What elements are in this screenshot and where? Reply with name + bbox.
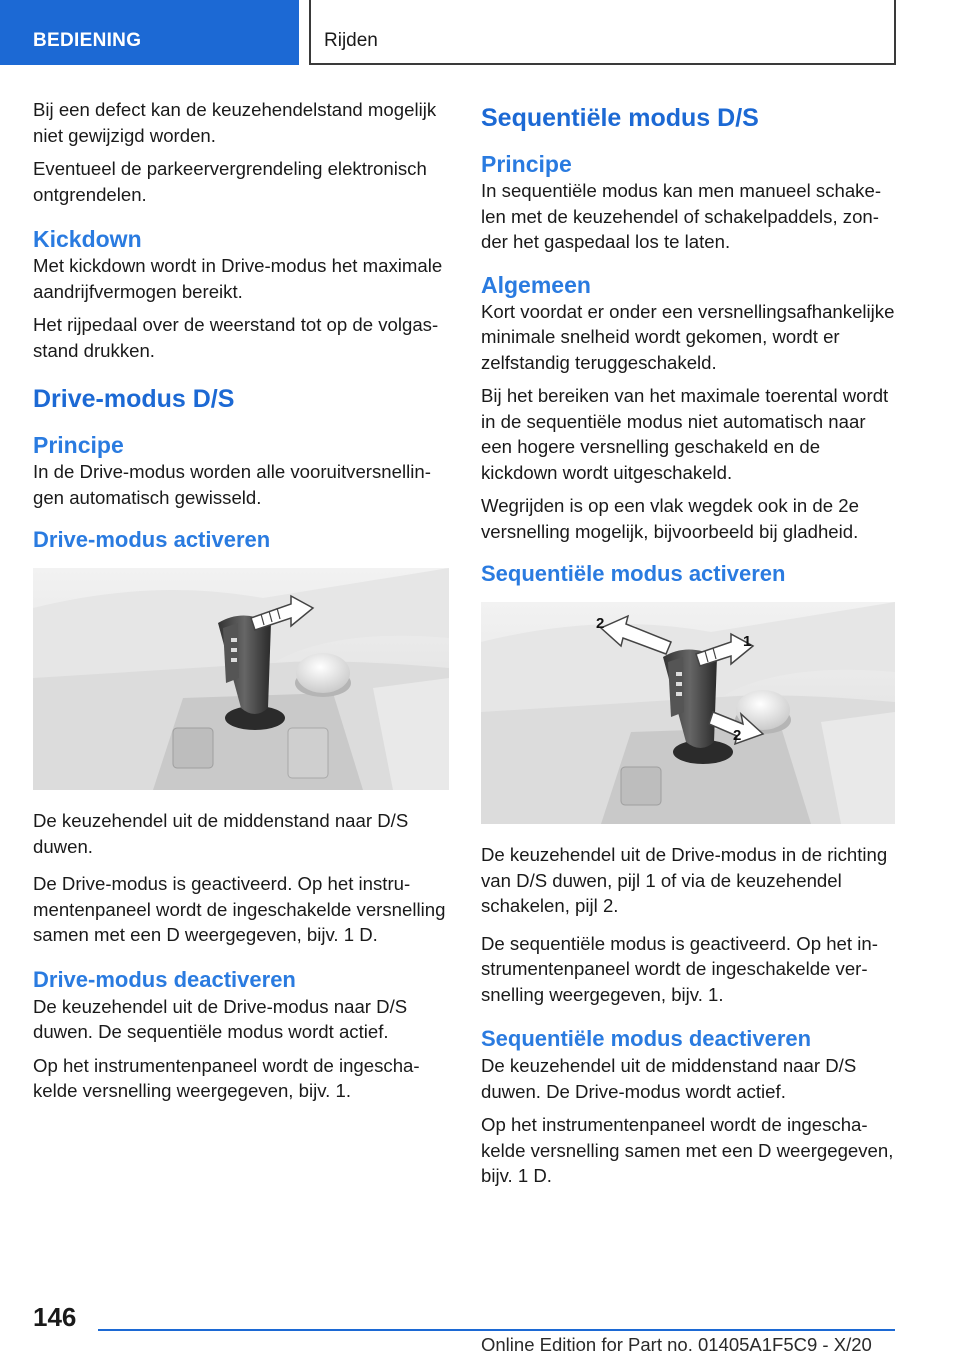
drive-activate-paragraph-2: De Drive-modus is geactiveerd. Op het instrumentenpaneel wordt de ingeschakelde versnelling samen met een D weergegeven, bijv. 1 D. [33, 873, 446, 945]
kickdown-paragraph-2: Het rijpedaal over de weerstand tot op de volgasstand drukken. [33, 314, 439, 361]
drive-principle-paragraph: In de Drive-modus worden alle vooruitversnellingen automatisch gewisseld. [33, 461, 431, 508]
drive-deactivate-paragraph-1: De keuzehendel uit de Drive-modus naar D/S duwen. De sequentiële modus wordt actief. [33, 995, 408, 1042]
intro-paragraph-1: Bij een defect kan de keuzehendelstand mogelijk niet gewijzigd worden. [33, 99, 437, 146]
chapter-label: Rijden [324, 30, 378, 51]
edition-footer: Online Edition for Part no. 01405A1F5C9 - X/20 [481, 1334, 872, 1355]
general-paragraph-1: Kort voordat er onder een versnellingsafhankelijke minimale snelheid wordt gekomen, wordt er zelfstandig teruggeschakeld. [481, 300, 895, 373]
drive-activate-heading: Drive-modus activeren [33, 527, 271, 552]
right-column [481, 97, 895, 1197]
drive-activate-paragraph-1: De keuzehendel uit de middenstand naar D/S duwen. [33, 810, 409, 857]
footer-divider [98, 1329, 895, 1331]
arrow-1-label: 1 [743, 633, 752, 650]
kickdown-heading: Kickdown [33, 226, 142, 252]
arrow-2-top-label: 2 [596, 615, 605, 632]
section-label: BEDIENING [33, 30, 142, 51]
general-paragraph-3: Wegrijden is op een vlak wegdek ook in de 2e versnelling mogelijk, bijvoorbeeld bij gladheid. [481, 495, 859, 542]
sequential-selector-illustration [481, 602, 895, 824]
general-paragraph-2: Bij het bereiken van het maximale toerental wordt in de sequentiële modus niet automatisch naar een hogere versnelling geschakeld en de kickdown wordt uitgeschakeld. [481, 385, 889, 483]
sequential-deactivate-paragraph-2: Op het instrumentenpaneel wordt de ingeschakelde versnelling samen met een D weergegeven, bijv. 1 D. [481, 1114, 894, 1186]
general-heading: Algemeen [481, 271, 591, 298]
drive-mode-heading: Drive-modus D/S [33, 385, 235, 413]
sequential-deactivate-heading: Sequentiële modus deactiveren [481, 1026, 812, 1051]
sequential-mode-heading: Sequentiële modus D/S [481, 104, 759, 132]
left-column [33, 97, 449, 1112]
intro-paragraph-2: Eventueel de parkeervergrendeling elektronisch ontgrendelen. [33, 158, 427, 205]
sequential-activate-paragraph-1: De keuzehendel uit de Drive-modus in de richting van D/S duwen, pijl 1 of via de keuzehendel schakelen, pijl 2. [481, 844, 888, 916]
sequential-deactivate-paragraph-1: De keuzehendel uit de middenstand naar D/S duwen. De Drive-modus wordt actief. [481, 1055, 857, 1102]
sequential-activate-heading: Sequentiële modus activeren [481, 561, 786, 586]
drive-deactivate-paragraph-2: Op het instrumentenpaneel wordt de ingeschakelde versnelling weergegeven, bijv. 1. [33, 1054, 420, 1101]
arrow-2-bottom-label: 2 [733, 727, 742, 744]
sequential-principle-paragraph: In sequentiële modus kan men manueel schakelen met de keuzehendel of schakelpaddels, zonder het gaspedaal los te laten. [481, 180, 882, 252]
drive-principle-heading: Principe [33, 432, 124, 458]
kickdown-paragraph-1: Met kickdown wordt in Drive-modus het maximale aandrijfvermogen bereikt. [33, 255, 443, 302]
sequential-activate-paragraph-2: De sequentiële modus is geactiveerd. Op het instrumentenpaneel wordt de ingeschakelde versnelling weergegeven, bijv. 1. [481, 932, 878, 1005]
section-tab [0, 0, 299, 65]
page-number: 146 [33, 1302, 77, 1332]
drive-deactivate-heading: Drive-modus deactiveren [33, 966, 296, 992]
sequential-principle-heading: Principe [481, 151, 572, 177]
chapter-header [311, 0, 896, 65]
gear-selector-illustration [33, 568, 449, 790]
